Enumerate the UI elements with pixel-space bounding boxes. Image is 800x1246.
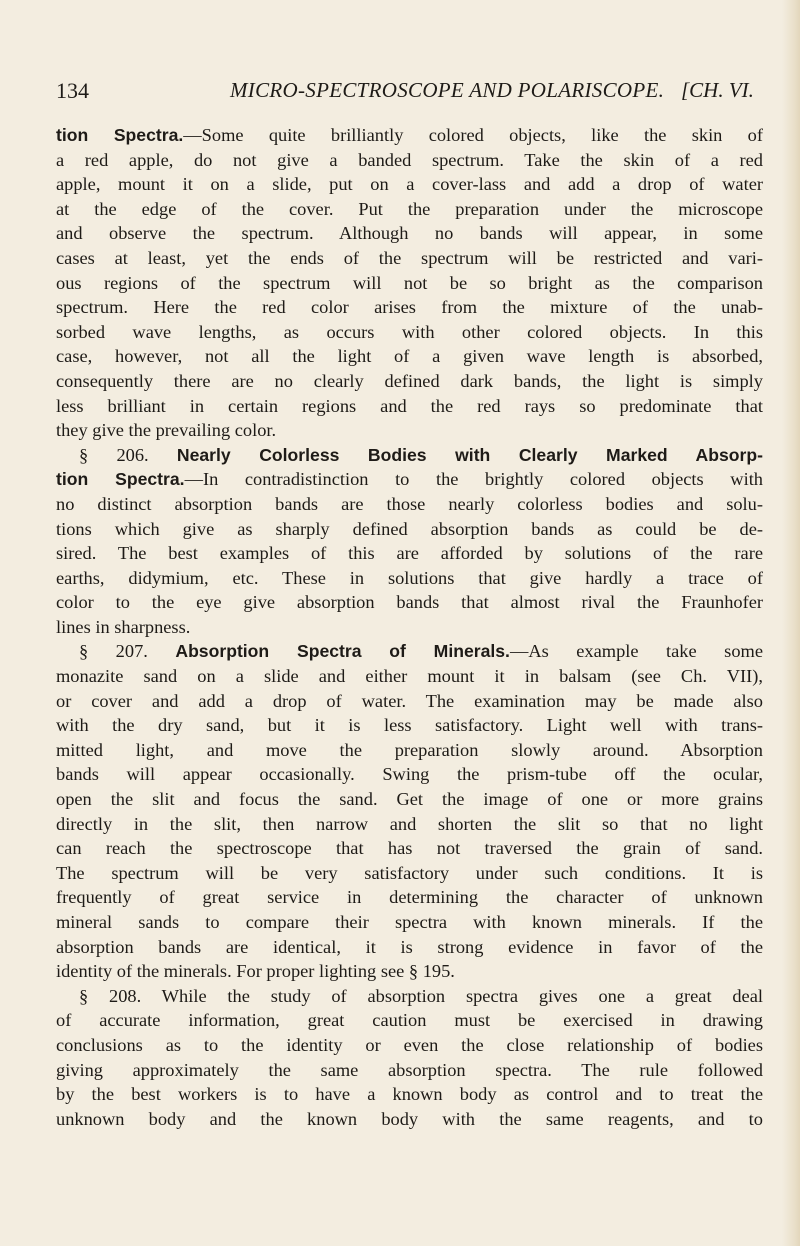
text-line: [56, 590, 763, 615]
line-text: conclusions as to the identity or even the close relationship of bodies: [56, 1034, 763, 1055]
text-line: [56, 984, 763, 1009]
section-heading-text: Absorption Spectra of Minerals.: [175, 641, 510, 662]
line-text: cases at least, yet the ends of the spectrum will be restricted and vari-: [56, 247, 763, 268]
line-text: identity of the minerals. For proper lighting see § 195.: [56, 961, 455, 982]
text-line: [56, 148, 763, 173]
text-line: [56, 639, 763, 664]
line-text: color to the eye give absorption bands that almost rival the Fraunhofer: [56, 592, 763, 613]
text-line: [56, 394, 763, 419]
line-text: sorbed wave lengths, as occurs with other colored objects. In this: [56, 321, 763, 342]
text-line: [56, 910, 763, 935]
text-line: [56, 172, 763, 197]
text-line: [56, 566, 763, 591]
line-text: frequently of great service in determining the character of unknown: [56, 887, 763, 908]
line-text: bands will appear occasionally. Swing the prism-tube off the ocular,: [56, 764, 763, 785]
line-text: —Some quite brilliantly colored objects, like the skin of: [183, 125, 763, 145]
text-line: [56, 221, 763, 246]
page-header: [56, 70, 762, 104]
section-heading-text: Nearly Colorless Bodies with Clearly Marked Absorp-: [176, 444, 763, 465]
line-text: a red apple, do not give a banded spectrum. Take the skin of a red: [56, 149, 763, 170]
text-line: [56, 615, 763, 640]
running-head: MICRO-SPECTROSCOPE AND POLARISCOPE.: [230, 78, 665, 102]
line-text: consequently there are no clearly defined dark bands, the light is simply: [56, 370, 763, 391]
line-text: mitted light, and move the preparation slowly around. Absorption: [56, 739, 763, 760]
section-heading-text: tion Spectra.: [56, 469, 185, 490]
text-line: [56, 1058, 763, 1083]
line-text: ous regions of the spectrum will not be so bright as the comparison: [56, 272, 763, 293]
text-line: [56, 1033, 763, 1058]
text-line: [56, 1008, 763, 1033]
text-line: [56, 885, 763, 910]
line-text: absorption bands are identical, it is strong evidence in favor of the: [56, 936, 763, 957]
line-text: with the dry sand, but it is less satisfactory. Light well with trans-: [56, 715, 763, 736]
text-line: [56, 418, 763, 443]
line-text: of accurate information, great caution must be exercised in drawing: [56, 1010, 763, 1031]
page-edge-shadow: [782, 0, 800, 1246]
line-text: directly in the slit, then narrow and shorten the slit so that no light: [56, 813, 763, 834]
line-text: —As example take some: [509, 641, 763, 662]
text-line: [56, 812, 763, 837]
text-line: [56, 246, 763, 271]
page-number: 134: [56, 78, 89, 103]
text-line: [56, 836, 763, 861]
line-text: § 207.: [79, 641, 176, 662]
text-line: [56, 738, 763, 763]
line-text: open the slit and focus the sand. Get the image of one or more grains: [56, 789, 763, 810]
line-text: § 208. While the study of absorption spectra gives one a great deal: [79, 985, 763, 1006]
text-line: [56, 123, 763, 148]
text-line: [56, 271, 763, 296]
text-line: [56, 959, 763, 984]
line-text: they give the prevailing color.: [56, 420, 277, 441]
line-text: at the edge of the cover. Put the preparation under the microscope: [56, 198, 763, 219]
line-text: sired. The best examples of this are afforded by solutions of the rare: [56, 543, 763, 564]
line-text: lines in sharpness.: [56, 616, 191, 637]
line-text: earths, didymium, etc. These in solutions that give hardly a trace of: [56, 567, 763, 588]
text-line: [56, 935, 763, 960]
line-text: monazite sand on a slide and either mount it in balsam (see Ch. VII),: [56, 666, 763, 687]
text-line: [56, 320, 763, 345]
line-text: tions which give as sharply defined absorption bands as could be de-: [56, 518, 763, 539]
line-text: unknown body and the known body with the same reagents, and to: [56, 1108, 763, 1129]
text-line: [56, 541, 763, 566]
text-line: [56, 787, 763, 812]
text-line: [56, 689, 763, 714]
text-line: [56, 762, 763, 787]
text-line: [56, 295, 763, 320]
line-text: or cover and add a drop of water. The examination may be made also: [56, 690, 763, 711]
line-text: The spectrum will be very satisfactory under such conditions. It is: [56, 862, 763, 883]
text-line: [56, 467, 763, 492]
text-line: [56, 344, 763, 369]
line-text: case, however, not all the light of a given wave length is absorbed,: [56, 346, 763, 367]
text-line: [56, 492, 763, 517]
line-text: can reach the spectroscope that has not traversed the grain of sand.: [56, 838, 763, 859]
line-text: no distinct absorption bands are those nearly colorless bodies and solu-: [56, 493, 763, 514]
running-chapter: [CH. VI.: [681, 78, 754, 102]
line-text: apple, mount it on a slide, put on a cover-lass and add a drop of water: [56, 174, 763, 195]
line-text: spectrum. Here the red color arises from the mixture of the unab-: [56, 297, 763, 318]
text-line: [56, 861, 763, 886]
line-text: § 206.: [79, 444, 177, 465]
line-text: mineral sands to compare their spectra with known minerals. If the: [56, 912, 763, 932]
body-text: [56, 123, 763, 1131]
text-line: [56, 517, 763, 542]
text-line: [56, 197, 763, 222]
text-line: [56, 1082, 763, 1107]
line-text: less brilliant in certain regions and the red rays so predominate that: [56, 395, 763, 416]
line-text: by the best workers is to have a known body as control and to treat the: [56, 1084, 763, 1105]
line-text: giving approximately the same absorption spectra. The rule followed: [56, 1059, 763, 1080]
text-line: [56, 713, 763, 738]
line-text: —In contradistinction to the brightly colored objects with: [184, 469, 763, 490]
section-heading-text: tion Spectra.: [56, 125, 184, 145]
line-text: and observe the spectrum. Although no bands will appear, in some: [56, 223, 763, 244]
text-line: [56, 1107, 763, 1132]
text-line: [56, 443, 763, 468]
text-line: [56, 664, 763, 689]
text-line: [56, 369, 763, 394]
